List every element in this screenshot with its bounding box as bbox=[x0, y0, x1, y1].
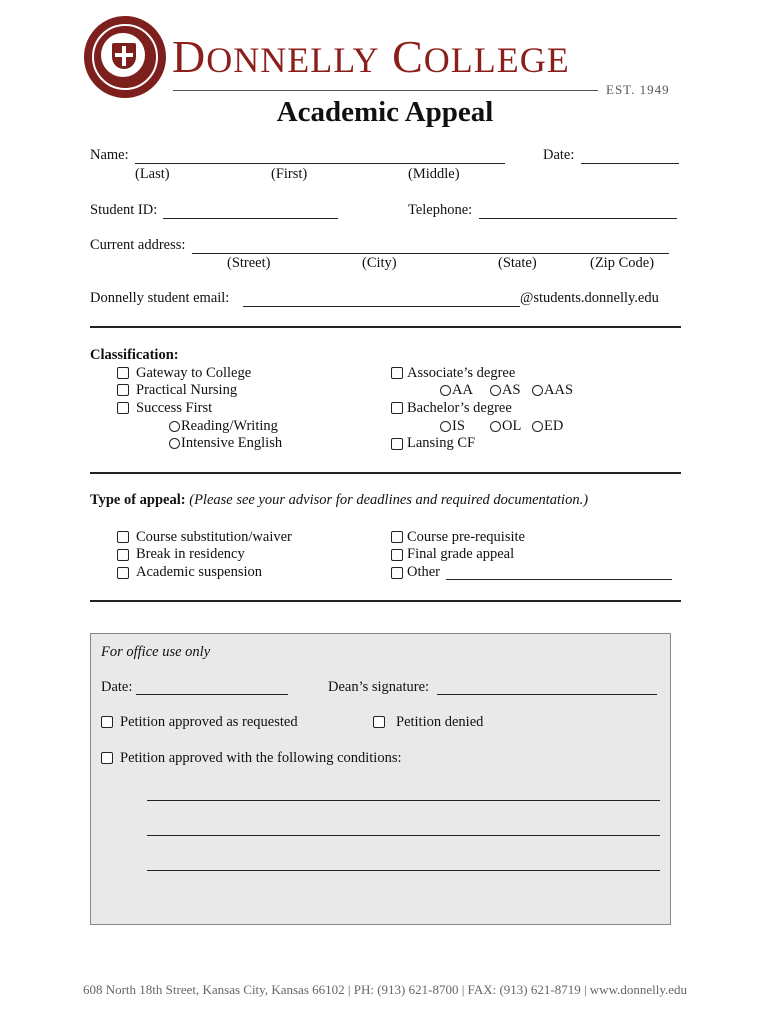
office-date-label: Date: bbox=[101, 679, 133, 695]
approved-label: Petition approved as requested bbox=[120, 714, 298, 730]
conditions-line[interactable] bbox=[147, 835, 660, 836]
telephone-label: Telephone: bbox=[408, 202, 473, 218]
address-field[interactable] bbox=[192, 253, 669, 254]
email-field[interactable] bbox=[243, 306, 520, 307]
office-date-field[interactable] bbox=[136, 694, 288, 695]
academic-suspension-checkbox[interactable] bbox=[117, 567, 129, 579]
section-divider bbox=[90, 600, 681, 602]
reading-writing-label: Reading/Writing bbox=[181, 418, 278, 434]
street-caption: (Street) bbox=[227, 255, 271, 271]
course-prerequisite-checkbox[interactable] bbox=[391, 531, 403, 543]
lansing-checkbox[interactable] bbox=[391, 438, 403, 450]
date-field[interactable] bbox=[581, 163, 679, 164]
classification-heading: Classification: bbox=[90, 347, 179, 363]
telephone-field[interactable] bbox=[479, 218, 677, 219]
conditions-label: Petition approved with the following conditions: bbox=[120, 750, 402, 766]
section-divider bbox=[90, 472, 681, 474]
is-radio[interactable] bbox=[440, 421, 451, 432]
conditions-checkbox[interactable] bbox=[101, 752, 113, 764]
break-in-residency-checkbox[interactable] bbox=[117, 549, 129, 561]
college-name: DONNELLY COLLEGE bbox=[172, 31, 570, 82]
final-grade-checkbox[interactable] bbox=[391, 549, 403, 561]
first-name-caption: (First) bbox=[271, 166, 308, 182]
is-label: IS bbox=[452, 418, 465, 434]
middle-name-caption: (Middle) bbox=[408, 166, 460, 182]
other-checkbox[interactable] bbox=[391, 567, 403, 579]
success-first-checkbox[interactable] bbox=[117, 402, 129, 414]
as-label: AS bbox=[502, 382, 521, 398]
date-label: Date: bbox=[543, 147, 575, 163]
appeal-note: (Please see your advisor for deadlines and required documentation.) bbox=[189, 492, 589, 508]
aas-label: AAS bbox=[544, 382, 574, 398]
success-first-label: Success First bbox=[136, 400, 213, 416]
section-divider bbox=[90, 326, 681, 328]
academic-suspension-label: Academic suspension bbox=[136, 564, 263, 580]
form-title: Academic Appeal bbox=[276, 96, 494, 128]
email-label: Donnelly student email: bbox=[90, 290, 230, 306]
intensive-english-label: Intensive English bbox=[181, 435, 283, 451]
bachelors-label: Bachelor’s degree bbox=[407, 400, 512, 416]
conditions-line[interactable] bbox=[147, 800, 660, 801]
practical-nursing-checkbox[interactable] bbox=[117, 384, 129, 396]
dean-signature-label: Dean’s signature: bbox=[328, 679, 430, 695]
conditions-line[interactable] bbox=[147, 870, 660, 871]
course-substitution-label: Course substitution/waiver bbox=[136, 529, 292, 545]
appeal-heading-row bbox=[90, 492, 588, 509]
course-prerequisite-label: Course pre-requisite bbox=[407, 529, 525, 545]
gateway-label: Gateway to College bbox=[136, 365, 252, 381]
appeal-heading: Type of appeal: bbox=[90, 492, 186, 508]
office-heading: For office use only bbox=[101, 644, 211, 660]
student-id-label: Student ID: bbox=[90, 202, 158, 218]
dean-signature-field[interactable] bbox=[437, 694, 657, 695]
break-in-residency-label: Break in residency bbox=[136, 546, 245, 562]
denied-label: Petition denied bbox=[396, 714, 484, 730]
address-label: Current address: bbox=[90, 237, 186, 253]
aas-radio[interactable] bbox=[532, 385, 543, 396]
ed-radio[interactable] bbox=[532, 421, 543, 432]
zip-caption: (Zip Code) bbox=[590, 255, 655, 271]
other-field[interactable] bbox=[446, 579, 672, 580]
state-caption: (State) bbox=[498, 255, 537, 271]
footer-contact: 608 North 18th Street, Kansas City, Kansas 66102 | PH: (913) 621-8700 | FAX: (913) 621-8719 | www.donnelly.edu bbox=[82, 982, 688, 997]
last-name-caption: (Last) bbox=[135, 166, 170, 182]
reading-writing-radio[interactable] bbox=[169, 421, 180, 432]
as-radio[interactable] bbox=[490, 385, 501, 396]
intensive-english-radio[interactable] bbox=[169, 438, 180, 449]
final-grade-label: Final grade appeal bbox=[407, 546, 515, 562]
student-id-field[interactable] bbox=[163, 218, 338, 219]
office-use-box bbox=[90, 633, 671, 925]
practical-nursing-label: Practical Nursing bbox=[136, 382, 238, 398]
name-label: Name: bbox=[90, 147, 129, 163]
city-caption: (City) bbox=[362, 255, 397, 271]
denied-checkbox[interactable] bbox=[373, 716, 385, 728]
ed-label: ED bbox=[544, 418, 564, 434]
approved-checkbox[interactable] bbox=[101, 716, 113, 728]
established-year: EST. 1949 bbox=[606, 82, 670, 97]
bachelors-checkbox[interactable] bbox=[391, 402, 403, 414]
aa-label: AA bbox=[452, 382, 473, 398]
lansing-label: Lansing CF bbox=[407, 435, 476, 451]
other-label: Other bbox=[407, 564, 441, 580]
ol-label: OL bbox=[502, 418, 522, 434]
aa-radio[interactable] bbox=[440, 385, 451, 396]
header-divider bbox=[173, 90, 598, 91]
ol-radio[interactable] bbox=[490, 421, 501, 432]
name-field[interactable] bbox=[135, 163, 505, 164]
gateway-checkbox[interactable] bbox=[117, 367, 129, 379]
college-seal bbox=[84, 16, 166, 98]
email-domain: @students.donnelly.edu bbox=[520, 290, 659, 306]
course-substitution-checkbox[interactable] bbox=[117, 531, 129, 543]
associates-checkbox[interactable] bbox=[391, 367, 403, 379]
associates-label: Associate’s degree bbox=[407, 365, 516, 381]
